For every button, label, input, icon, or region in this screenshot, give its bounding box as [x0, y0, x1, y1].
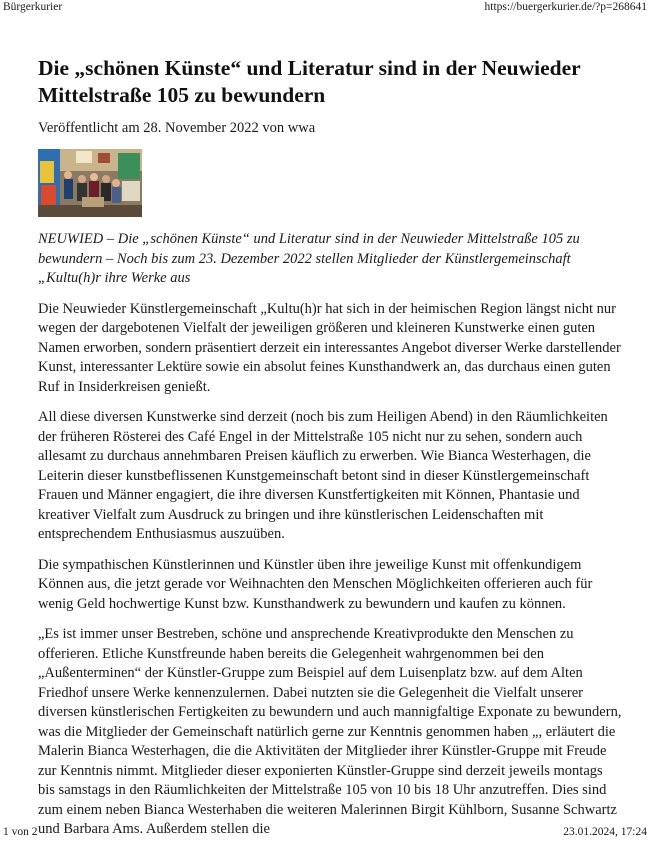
article-lead: NEUWIED – Die „schönen Künste“ und Literatur sind in der Neuwieder Mittelstraße 105 zu bewundern – Noch bis zum 23. Dezember 2022 stellen Mitglieder der Künstlergemeinschaft „Kultu(h)r ihre Werke aus [38, 231, 580, 286]
group-photo-image [38, 149, 142, 217]
article-title: Die „schönen Künste“ und Literatur sind in der Neuwieder Mittelstraße 105 zu bewundern [38, 56, 581, 107]
print-footer-datetime: 23.01.2024, 17:24 [563, 826, 647, 838]
article-body [38, 230, 623, 851]
article-paragraph: Die sympathischen Künstlerinnen und Künstler üben ihre jeweilige Kunst mit offenkundigem Können aus, die jetzt gerade vor Weihnachten den Menschen Möglichkeiten offerieren auch für wenig Geld hochwertige Kunst bzw. Kunsthandwerk zu bewundern und kaufen zu können. [38, 556, 593, 612]
article-meta: Veröffentlicht am 28. November 2022 von wwa [38, 120, 316, 136]
article-photo[interactable] [38, 149, 142, 217]
print-header-url[interactable]: https://buergerkurier.de/?p=268641 [484, 1, 647, 13]
article-paragraph: Die Neuwieder Künstlergemeinschaft „Kultu(h)r hat sich in der heimischen Region längst nicht nur wegen der dargebotenen Vielfalt der jeweiligen größeren und kleineren Kunstwerke einen guten Namen erworben, sondern präsentiert derzeit ein interessantes Angebot diverser Werke darstellender Kunst, interessanter Lektüre sowie ein absolut feines Kunsthandwerk an, das durchaus einen guten Ruf in Insiderkreisen genießt. [38, 300, 621, 395]
article-paragraph: All diese diversen Kunstwerke sind derzeit (noch bis zum Heiligen Abend) in den Räumlichkeiten der früheren Rösterei des Café Engel in der Mittelstraße 105 nicht nur zu sehen, sondern auch allesamt zu durchaus annehmbaren Preisen käuflich zu erwerben. Wie Bianca Westerhagen, die Leiterin dieser kunstbeflissenen Kunstgemeinschaft betont sind in dieser Künstlergemeinschaft Frauen und Männer engagiert, die ihre diversen Kunstfertigkeiten mit Können, Phantasie und kreativer Vielfalt zum Ausdruck zu bringen und ihre künstlerischen Leidenschaften mit entsprechendem Enthusiasmus auszuüben. [38, 409, 608, 542]
print-footer-page: 1 von 2 [3, 826, 38, 838]
print-header-site: Bürgerkurier [3, 1, 63, 13]
article-paragraph: „Es ist immer unser Bestreben, schöne und ansprechende Kreativprodukte den Menschen zu offerieren. Etliche Kunstfreunde haben bereits die Gelegenheit wahrgenommen bei den „Außenterminen“ der Künstler-Gruppe zum Beispiel auf dem Luisenplatz bzw. auf dem Alten Friedhof unsere Werke kennenzulernen. Dabei nutzten sie die Gelegenheit die Vielfalt unserer diversen künstlerischen Fertigkeiten zu bewundern und auch mannigfaltige Exponate zu bewundern, was die Mitglieder der Gemeinschaft natürlich gerne zur Kenntnis genommen haben „, erläutert die Malerin Bianca Westerhagen, die die Aktivitäten der Mitglieder ihrer Künstler-Gruppe mit Freude zur Kenntnis nimmt. Mitglieder dieser exponierten Künstler-Gruppe sind derzeit jeweils montags bis samstags in den Räumlichkeiten der Mittelstraße 105 von 10 bis 18 Uhr anzutreffen. Dies sind zum einem neben Bianca Westerhaben die weiteren Malerinnen Birgit Kühlborn, Susanne Schwartz und Barbara Ams. Außerdem stellen die [38, 626, 622, 837]
